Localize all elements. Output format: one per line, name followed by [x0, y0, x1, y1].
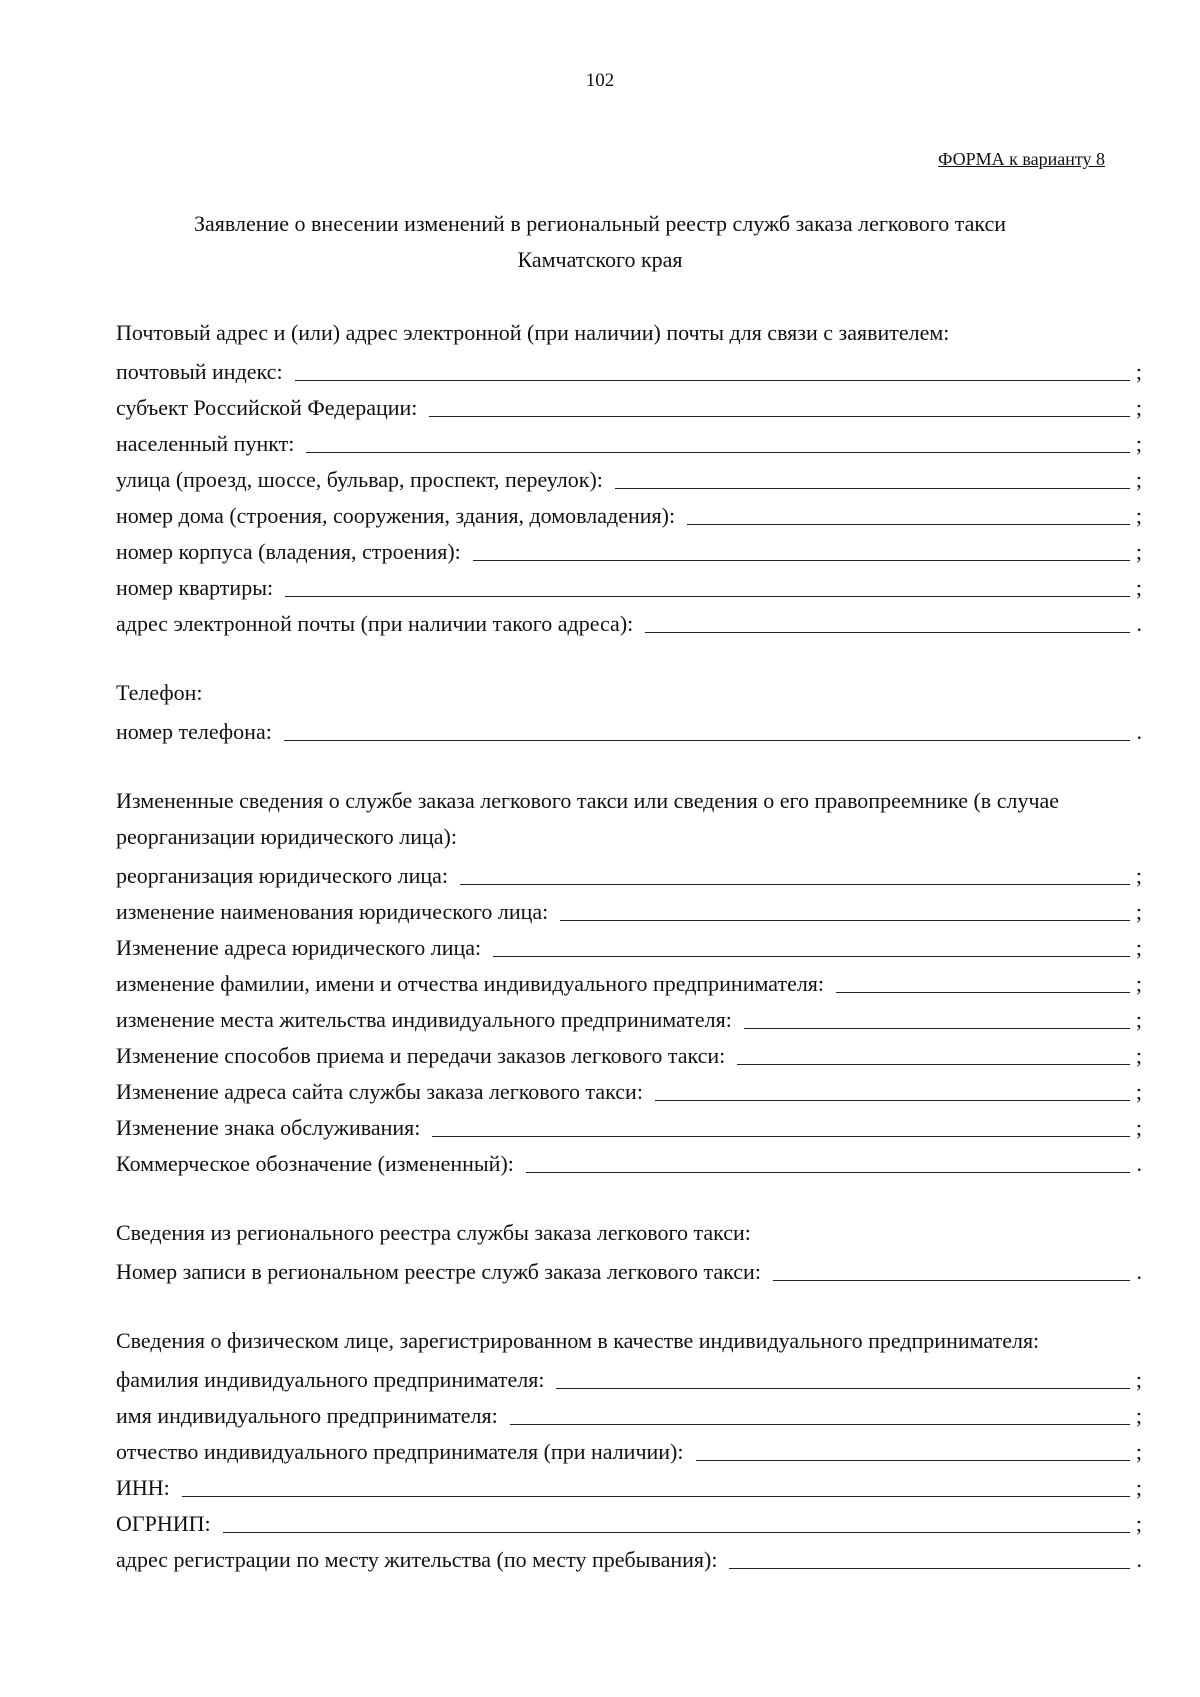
field-locality [116, 423, 1142, 459]
section-spacer [116, 747, 1142, 783]
section-heading: Телефон: [116, 680, 203, 705]
field-postal-code [116, 351, 1142, 387]
field-label: изменение наименования юридического лица: [116, 899, 549, 924]
field-label: номер корпуса (владения, строения): [116, 539, 461, 564]
field-terminator: ; [1135, 1043, 1142, 1068]
field-terminator: ; [1135, 899, 1142, 924]
field-label: Изменение адреса юридического лица: [116, 935, 482, 960]
field-terminator: . [1136, 1547, 1142, 1572]
field-name-change [116, 891, 1142, 927]
document-title [60, 206, 1140, 278]
field-house-number [116, 495, 1142, 531]
building-number-input[interactable] [473, 534, 1130, 561]
field-registry-record-number [116, 1251, 1142, 1287]
address-change-input[interactable] [493, 930, 1130, 957]
field-label: имя индивидуального предпринимателя: [116, 1403, 498, 1428]
field-email [116, 603, 1142, 639]
field-label: реорганизация юридического лица: [116, 863, 448, 888]
field-federal-subject [116, 387, 1142, 423]
service-mark-change-input[interactable] [432, 1110, 1130, 1137]
field-terminator: ; [1135, 1511, 1142, 1536]
field-label: номер квартиры: [116, 575, 274, 600]
page-number: 102 [585, 70, 615, 91]
field-apartment-number [116, 567, 1142, 603]
field-terminator: ; [1135, 863, 1142, 888]
surname-input[interactable] [556, 1362, 1130, 1389]
field-label: населенный пункт: [116, 431, 295, 456]
field-building-number [116, 531, 1142, 567]
section-entrepreneur-info [116, 1323, 1142, 1575]
field-label: изменение места жительства индивидуального предпринимателя: [116, 1007, 732, 1032]
field-terminator: . [1136, 1259, 1142, 1284]
section-registry-info [116, 1215, 1142, 1287]
field-label: улица (проезд, шоссе, бульвар, проспект, переулок): [116, 467, 603, 492]
field-service-mark-change [116, 1107, 1142, 1143]
name-change-input[interactable] [560, 894, 1130, 921]
field-commercial-designation [116, 1143, 1142, 1179]
field-order-methods-change [116, 1035, 1142, 1071]
field-terminator: ; [1135, 971, 1142, 996]
ogrnip-input[interactable] [223, 1506, 1130, 1533]
section-heading: Почтовый адрес и (или) адрес электронной (при наличии) почты для связи с заявителем: [116, 320, 950, 345]
field-terminator: ; [1135, 467, 1142, 492]
title-line-2: Камчатского края [517, 247, 683, 272]
field-terminator: ; [1135, 1007, 1142, 1032]
apartment-number-input[interactable] [285, 570, 1130, 597]
field-address-change [116, 927, 1142, 963]
field-label: Номер записи в региональном реестре служб заказа легкового такси: [116, 1259, 761, 1284]
field-phone-number [116, 711, 1142, 747]
field-terminator: ; [1135, 395, 1142, 420]
field-terminator: ; [1135, 359, 1142, 384]
field-terminator: ; [1135, 1403, 1142, 1428]
field-registration-address [116, 1539, 1142, 1575]
field-label: фамилия индивидуального предпринимателя: [116, 1367, 545, 1392]
field-label: адрес электронной почты (при наличии такого адреса): [116, 611, 634, 636]
field-label: почтовый индекс: [116, 359, 283, 384]
field-terminator: ; [1135, 503, 1142, 528]
registration-address-input[interactable] [729, 1542, 1130, 1569]
field-surname [116, 1359, 1142, 1395]
field-label: субъект Российской Федерации: [116, 395, 418, 420]
field-patronymic [116, 1431, 1142, 1467]
field-label: адрес регистрации по месту жительства (по месту пребывания): [116, 1547, 718, 1572]
field-terminator: . [1136, 719, 1142, 744]
field-first-name [116, 1395, 1142, 1431]
field-label: номер телефона: [116, 719, 272, 744]
first-name-input[interactable] [510, 1398, 1130, 1425]
reorganization-input[interactable] [460, 858, 1130, 885]
field-terminator: . [1136, 1151, 1142, 1176]
field-terminator: ; [1135, 1475, 1142, 1500]
federal-subject-input[interactable] [429, 390, 1130, 417]
section-heading: Измененные сведения о службе заказа легкового такси или сведения о его правопреемнике (в случае реорганизации юридического лица): [116, 788, 1060, 849]
field-terminator: ; [1135, 1367, 1142, 1392]
field-label: Изменение знака обслуживания: [116, 1115, 421, 1140]
section-changed-info [116, 783, 1142, 1179]
locality-input[interactable] [306, 426, 1130, 453]
section-spacer [116, 1287, 1142, 1323]
section-spacer [116, 639, 1142, 675]
commercial-designation-input[interactable] [526, 1146, 1130, 1173]
patronymic-input[interactable] [696, 1434, 1131, 1461]
section-phone [116, 675, 1142, 747]
website-change-input[interactable] [655, 1074, 1130, 1101]
field-label: Коммерческое обозначение (измененный): [116, 1151, 514, 1176]
field-terminator: ; [1135, 1115, 1142, 1140]
field-inn [116, 1467, 1142, 1503]
street-input[interactable] [615, 462, 1130, 489]
field-label: Изменение адреса сайта службы заказа легкового такси: [116, 1079, 643, 1104]
section-heading: Сведения о физическом лице, зарегистрированном в качестве индивидуального предпринимателя: [116, 1328, 1040, 1353]
section-heading: Сведения из регионального реестра службы заказа легкового такси: [116, 1220, 751, 1245]
field-terminator: . [1136, 611, 1142, 636]
field-label: отчество индивидуального предпринимателя (при наличии): [116, 1439, 684, 1464]
field-label: ИНН: [116, 1475, 170, 1500]
field-terminator: ; [1135, 1439, 1142, 1464]
field-reorganization [116, 855, 1142, 891]
section-spacer [116, 1179, 1142, 1215]
field-fio-change [116, 963, 1142, 999]
phone-number-input[interactable] [284, 714, 1130, 741]
field-website-change [116, 1071, 1142, 1107]
field-label: номер дома (строения, сооружения, здания, домовладения): [116, 503, 676, 528]
field-label: изменение фамилии, имени и отчества индивидуального предпринимателя: [116, 971, 825, 996]
form-reference: ФОРМА к варианту 8 [938, 149, 1105, 169]
registry-record-number-input[interactable] [773, 1254, 1130, 1281]
order-methods-change-input[interactable] [737, 1038, 1130, 1065]
postal-code-input[interactable] [295, 354, 1130, 381]
title-line-1: Заявление о внесении изменений в региональный реестр служб заказа легкового такси [193, 211, 1007, 236]
field-terminator: ; [1135, 431, 1142, 456]
residence-change-input[interactable] [744, 1002, 1130, 1029]
field-terminator: ; [1135, 539, 1142, 564]
field-ogrnip [116, 1503, 1142, 1539]
field-terminator: ; [1135, 575, 1142, 600]
house-number-input[interactable] [687, 498, 1130, 525]
field-residence-change [116, 999, 1142, 1035]
field-terminator: ; [1135, 1079, 1142, 1104]
section-postal-address [116, 315, 1142, 639]
field-terminator: ; [1135, 935, 1142, 960]
email-input[interactable] [645, 606, 1130, 633]
field-street [116, 459, 1142, 495]
fio-change-input[interactable] [836, 966, 1130, 993]
inn-input[interactable] [182, 1470, 1130, 1497]
field-label: ОГРНИП: [116, 1511, 211, 1536]
field-label: Изменение способов приема и передачи заказов легкового такси: [116, 1043, 726, 1068]
form-body [116, 315, 1142, 1575]
